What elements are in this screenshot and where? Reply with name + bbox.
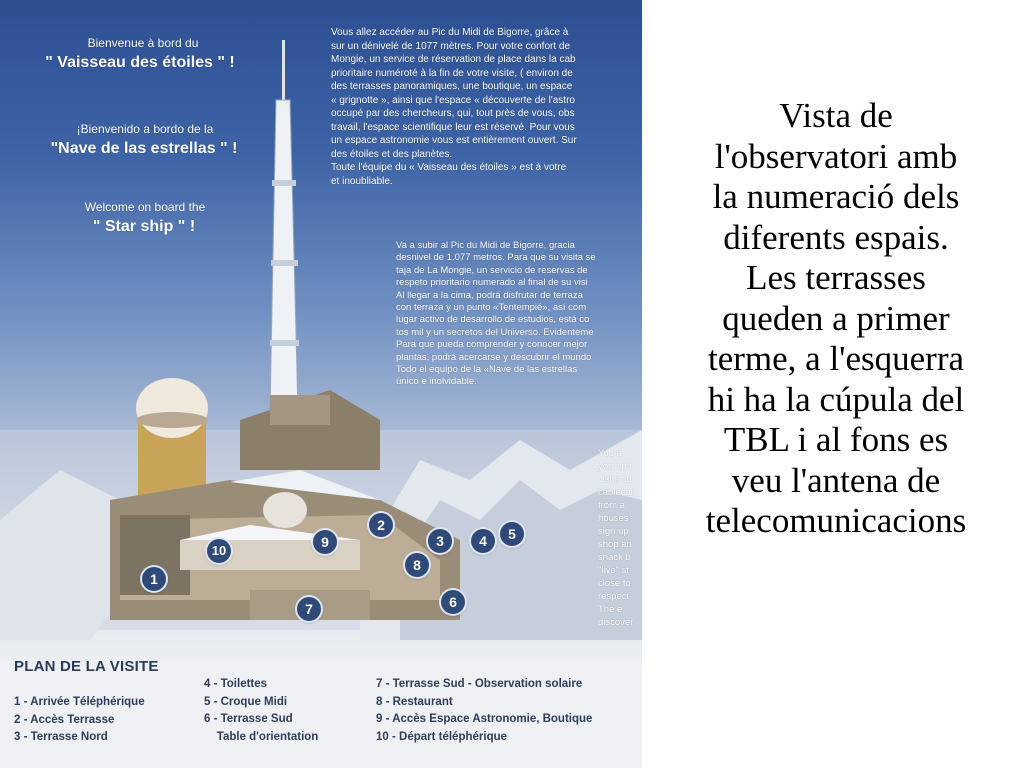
- caption-line: Vista de: [779, 96, 893, 135]
- caption-line: la numeració dels: [712, 177, 960, 216]
- map-marker-10: 10: [207, 539, 231, 563]
- legend-item: Table d'orientation: [204, 730, 319, 743]
- legend-column-2: [204, 676, 318, 746]
- caption-line: TBL i al fons es: [723, 420, 949, 459]
- welcome-en-label: Welcome on board the: [84, 200, 206, 214]
- welcome-en-title: " Star ship " !: [92, 218, 196, 235]
- intro-text-french: Vous allez accéder au Pic du Midi de Bigorre, grâce à sur un dénivelé de 1077 mètres. Pour votre confort de Mongie, un service de réservation de place dans la cab prioritaire numéroté à la fin de votre visite, ( environ de des terrasses panoramiques, une boutique, un espace « grignotte », ainsi que l'espace « découverte de l'astro occupé par des chercheurs, qui, tout près de vous, obs travail, l'espace scientifique leur est réservé. Pour vous un espace astronomie vous est entièrement ouvert. Sur des étoiles et des planètes. Toute l'équipe du « Vaisseau des étoiles » est à votre et inoubliable.: [331, 27, 577, 187]
- map-marker-7: 7: [297, 597, 321, 621]
- caption-line: Les terrasses: [746, 258, 926, 297]
- legend-column-1: [14, 694, 145, 747]
- map-marker-5: 5: [500, 522, 524, 546]
- caption-line: veu l'antena de: [731, 460, 941, 500]
- welcome-es-label: ¡Bienvenido a bordo de la: [76, 122, 214, 136]
- slide-caption: [648, 96, 1024, 542]
- legend-item: 1 - Arrivée Téléphérique: [14, 696, 145, 708]
- welcome-fr-label: Bienvenue à bord du: [87, 36, 199, 50]
- legend-item: 6 - Terrasse Sud: [204, 713, 293, 725]
- legend-item: 4 - Toilettes: [204, 678, 268, 690]
- map-marker-2: 2: [369, 513, 393, 537]
- map-marker-3: 3: [428, 529, 452, 553]
- legend-item: 9 - Accès Espace Astronomie, Boutique: [376, 713, 593, 725]
- caption-line: queden a primer: [722, 298, 950, 338]
- map-marker-9: 9: [313, 530, 337, 554]
- legend-title: PLAN DE LA VISITE: [14, 658, 159, 675]
- intro-text-spanish: Va a subir al Pic du Midi de Bigorre, gracia desnivel de 1.077 metros. Para que su visita se taja de La Mongie, un servicio de reservas de respeto prioritario numerado al final de su visi Al llegar a la cima, podrá disfrutar de terraza con terraza y un punto «Tentempié», así com lugar activo de desarrollo de estudios, está co tos mil y un secretos del Universo. Evidenteme Para que pueda comprender y conocer mejor plantas, podrá acercarse y descubrir el mundo Todo el equipo de la «Nave de las estrellas único e inolvidable.: [396, 240, 596, 388]
- caption-line: telecomunicacions: [705, 501, 967, 540]
- map-marker-4: 4: [471, 529, 495, 553]
- caption-line: l'observatori amb: [714, 136, 958, 176]
- intro-text-english: You a you up t visits cu cablecar from a houses sign up shop an snack b "live" st close to respect The e discover: [598, 448, 634, 628]
- welcome-es-title: "Nave de las estrellas " !: [50, 140, 238, 157]
- welcome-fr-title: " Vaisseau des étoiles " !: [45, 54, 235, 71]
- legend-item: 5 - Croque Midi: [204, 695, 288, 708]
- map-marker-1: 1: [142, 567, 166, 591]
- caption-line: terme, a l'esquerra: [707, 339, 965, 378]
- legend-item: 2 - Accès Terrasse: [14, 713, 115, 726]
- caption-line: hi ha la cúpula del: [707, 379, 965, 419]
- map-marker-6: 6: [441, 590, 465, 614]
- map-marker-8: 8: [405, 553, 429, 577]
- legend-item: 10 - Départ téléphérique: [376, 730, 508, 743]
- legend-item: 8 - Restaurant: [376, 695, 453, 708]
- legend-item: 3 - Terrasse Nord: [14, 731, 108, 743]
- caption-line: diferents espais.: [723, 217, 949, 257]
- visit-plan-legend: [0, 648, 642, 768]
- legend-item: 7 - Terrasse Sud - Observation solaire: [376, 678, 583, 690]
- legend-column-3: [376, 676, 592, 746]
